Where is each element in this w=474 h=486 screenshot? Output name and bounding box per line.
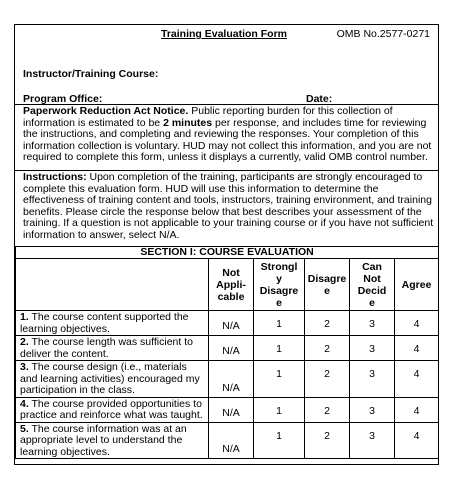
col-disagree: Disagre e (305, 259, 350, 311)
col-can-not-decide: Can Not Decid e (350, 259, 395, 311)
response-na[interactable]: N/A (209, 361, 254, 398)
response-disagree[interactable]: 2 (305, 397, 350, 422)
row-question: 5. The course information was at an appropriate level to understand the learning objectives. (16, 422, 209, 459)
response-agree[interactable]: 4 (395, 397, 439, 422)
col-strongly-disagree: Strongl y Disagre e (254, 259, 305, 311)
row-question: 1. The course content supported the learning objectives. (16, 311, 209, 336)
response-can-not-decide[interactable]: 3 (350, 361, 395, 398)
response-can-not-decide[interactable]: 3 (350, 422, 395, 459)
response-strongly-disagree[interactable]: 1 (254, 397, 305, 422)
response-can-not-decide[interactable]: 3 (350, 336, 395, 361)
evaluation-form (14, 24, 439, 465)
table-row (16, 311, 439, 336)
response-na[interactable]: N/A (209, 336, 254, 361)
response-strongly-disagree[interactable]: 1 (254, 336, 305, 361)
course-label: Instructor/Training Course: (23, 68, 159, 80)
table-row (16, 361, 439, 398)
paperwork-text-2: per response, and includes time for reviewing the instructions, and completing and reviewing the responses. Your completion of this information collection is voluntary. HUD may not collect this information, and you are not required to complete this form, unless it displays a currently, valid OMB control number. (23, 116, 432, 164)
col-agree: Agree (395, 259, 439, 311)
response-agree[interactable]: 4 (395, 336, 439, 361)
item-column-header (16, 259, 209, 311)
response-disagree[interactable]: 2 (305, 311, 350, 336)
column-header-row (16, 259, 439, 311)
instructions-heading: Instructions: (23, 171, 87, 183)
row-question: 3. The course design (i.e., materials and learning activities) encouraged my participation in the class. (16, 361, 209, 398)
instructions (15, 170, 438, 247)
course-evaluation-table (15, 246, 439, 459)
col-not-applicable: Not Appli- cable (209, 259, 254, 311)
response-agree[interactable]: 4 (395, 361, 439, 398)
row-question: 2. The course length was sufficient to deliver the content. (16, 336, 209, 361)
response-agree[interactable]: 4 (395, 311, 439, 336)
instructions-text: Upon completion of the training, participants are strongly encouraged to complete this evaluation form. HUD will use this information to determine the effectiveness of training content and tools, instructors, training environment, and training benefits. Please circle the response below that best describes your assessment of the training. If a question is not applicable to your training course or if you have not sufficient information to answer, select N/A. (23, 171, 434, 241)
row-question: 4. The course provided opportunities to practice and reinforce what was taught. (16, 397, 209, 422)
response-can-not-decide[interactable]: 3 (350, 311, 395, 336)
response-strongly-disagree[interactable]: 1 (254, 311, 305, 336)
table-row (16, 336, 439, 361)
response-disagree[interactable]: 2 (305, 422, 350, 459)
form-title: Training Evaluation Form (161, 28, 288, 40)
omb-number: OMB No.2577-0271 (336, 28, 430, 40)
paperwork-time: 2 minutes (163, 116, 213, 129)
response-disagree[interactable]: 2 (305, 361, 350, 398)
date-label: Date: (306, 93, 333, 105)
response-agree[interactable]: 4 (395, 422, 439, 459)
response-can-not-decide[interactable]: 3 (350, 397, 395, 422)
response-na[interactable]: N/A (209, 422, 254, 459)
response-strongly-disagree[interactable]: 1 (254, 422, 305, 459)
table-row (16, 397, 439, 422)
program-office-label: Program Office: (23, 93, 103, 105)
response-na[interactable]: N/A (209, 397, 254, 422)
table-row (16, 422, 439, 459)
paperwork-text-1: Public reporting burden for this collection of information is estimated to be (23, 105, 393, 129)
section-title: SECTION I: COURSE EVALUATION (16, 247, 439, 259)
response-na[interactable]: N/A (209, 311, 254, 336)
paperwork-notice (15, 104, 438, 170)
paperwork-heading: Paperwork Reduction Act Notice. (23, 105, 189, 117)
response-strongly-disagree[interactable]: 1 (254, 361, 305, 398)
response-disagree[interactable]: 2 (305, 336, 350, 361)
